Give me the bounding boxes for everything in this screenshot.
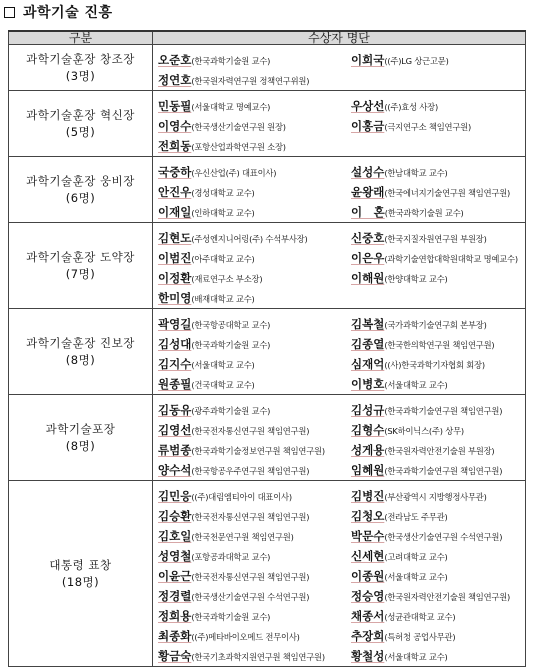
- recipient-name: 이종원: [351, 569, 385, 583]
- recipient-entry: [351, 52, 449, 68]
- recipient-affiliation: (한국전자통신연구원 책임연구원): [191, 426, 310, 436]
- recipient-line: [153, 624, 525, 644]
- recipient-affiliation: (광주과학기술원 교수): [191, 406, 271, 416]
- recipient-affiliation: (서울대학교 교수): [384, 572, 448, 582]
- recipient-name: 김민응: [158, 489, 192, 503]
- recipient-affiliation: ((주)메타바이오메드 전무이사): [191, 632, 300, 642]
- recipients-cell: [153, 91, 526, 157]
- table-body: [9, 45, 526, 667]
- recipient-line: [153, 114, 525, 134]
- award-group-row: [9, 223, 526, 309]
- recipient-line: [153, 246, 525, 266]
- recipient-name: 이범진: [158, 251, 192, 265]
- section-title: [4, 3, 113, 21]
- award-category-name: 대통령 표창: [49, 557, 112, 572]
- recipient-affiliation: (서울대학교 명예교수): [191, 102, 271, 112]
- recipient-name: 심재억: [351, 357, 385, 371]
- recipient-entry: [153, 608, 351, 624]
- award-category-cell: [9, 223, 153, 309]
- award-category-cell: [9, 395, 153, 481]
- recipient-name: 성게용: [351, 443, 385, 457]
- checkbox-square-icon: [4, 7, 15, 18]
- recipient-name: 이 혼: [351, 205, 385, 219]
- recipient-entry: [351, 568, 448, 584]
- recipient-entry: [351, 488, 487, 504]
- recipient-affiliation: (한국한의학연구원 책임연구원): [384, 340, 495, 350]
- award-category-name: 과학기술훈장 도약장: [26, 249, 135, 264]
- recipient-entry: [153, 442, 351, 458]
- recipient-entry: [153, 184, 351, 200]
- recipient-entry: [351, 316, 487, 332]
- recipient-name: 김영선: [158, 423, 192, 437]
- award-category-count: (8명): [65, 352, 96, 367]
- recipient-name: 김지수: [158, 357, 192, 371]
- award-category-count: (5명): [65, 124, 96, 139]
- recipient-name: 황철성: [351, 649, 385, 663]
- recipients-cell: [153, 395, 526, 481]
- recipient-name: 이영수: [158, 119, 192, 133]
- award-category-name: 과학기술훈장 혁신장: [26, 107, 135, 122]
- recipient-entry: [351, 376, 448, 392]
- recipient-name: 이은우: [351, 251, 385, 265]
- recipient-affiliation: (서울대학교 교수): [191, 360, 255, 370]
- recipient-affiliation: (한국원자력안전기술원 책임연구원): [384, 592, 511, 602]
- recipient-affiliation: (경성대학교 교수): [191, 188, 255, 198]
- recipient-name: 신중호: [351, 231, 385, 245]
- recipient-name: 김승환: [158, 509, 192, 523]
- recipient-entry: [351, 230, 487, 246]
- recipient-name: 안진우: [158, 185, 192, 199]
- award-category-cell: [9, 481, 153, 667]
- recipient-entry: [351, 422, 464, 438]
- table-header-row: [9, 31, 526, 45]
- recipient-affiliation: (우신산업(주) 대표이사): [191, 168, 277, 178]
- award-category-count: (3명): [65, 68, 96, 83]
- recipient-name: 신세현: [351, 549, 385, 563]
- recipient-affiliation: (한국과학기술원 교수): [384, 208, 464, 218]
- recipient-affiliation: (주성엔지니어링(주) 수석부사장): [191, 234, 308, 244]
- recipient-line: [153, 352, 525, 372]
- recipient-name: 윤왕래: [351, 185, 385, 199]
- recipient-affiliation: (한국과학기술정보연구원 책임연구원): [191, 446, 325, 456]
- recipient-affiliation: (인하대학교 교수): [191, 208, 255, 218]
- recipient-name: 이해원: [351, 271, 385, 285]
- recipient-affiliation: (한국생산기술연구원 원장): [191, 122, 286, 132]
- recipient-name: 류범종: [158, 443, 192, 457]
- recipient-name: 박문수: [351, 529, 385, 543]
- award-category-cell: [9, 45, 153, 91]
- recipient-affiliation: (서울대학교 교수): [384, 380, 448, 390]
- recipient-name: 민동필: [158, 99, 192, 113]
- award-category-cell: [9, 309, 153, 395]
- recipient-affiliation: ((주)효성 사장): [384, 102, 438, 112]
- recipient-entry: [351, 402, 502, 418]
- recipient-entry: [351, 164, 448, 180]
- recipient-entry: [351, 184, 510, 200]
- recipient-name: 김호일: [158, 529, 192, 543]
- recipient-name: 한미영: [158, 291, 192, 305]
- recipient-entry: [153, 98, 351, 114]
- recipient-entry: [153, 588, 351, 604]
- recipient-affiliation: (고려대학교 교수): [384, 552, 448, 562]
- recipient-name: 이희국: [351, 53, 385, 67]
- award-category-cell: [9, 91, 153, 157]
- recipient-line: [153, 48, 525, 68]
- recipient-name: 이윤근: [158, 569, 192, 583]
- recipient-affiliation: (특허청 공업사무관): [384, 632, 456, 642]
- recipient-name: 최종화: [158, 629, 192, 643]
- recipient-line: [153, 68, 525, 88]
- recipient-affiliation: (포항산업과학연구원 소장): [191, 142, 286, 152]
- recipient-affiliation: (부산광역시 지방행정사무관): [384, 492, 487, 502]
- recipient-affiliation: ((주)LG 상근고문): [384, 56, 449, 66]
- recipient-name: 김성대: [158, 337, 192, 351]
- recipient-name: 설성수: [351, 165, 385, 179]
- recipient-line: [153, 372, 525, 392]
- recipient-name: 원종필: [158, 377, 192, 391]
- recipient-affiliation: (한국과학기술연구원 책임연구원): [384, 406, 503, 416]
- recipient-affiliation: (한남대학교 교수): [384, 168, 448, 178]
- award-category-name: 과학기술훈장 웅비장: [26, 173, 135, 188]
- recipient-name: 이병호: [351, 377, 385, 391]
- recipients-cell: [153, 157, 526, 223]
- recipient-line: [153, 94, 525, 114]
- recipient-entry: [153, 628, 351, 644]
- recipient-line: [153, 458, 525, 478]
- recipient-line: [153, 484, 525, 504]
- recipient-entry: [153, 52, 351, 68]
- recipients-cell: [153, 45, 526, 91]
- recipient-name: 김동유: [158, 403, 192, 417]
- recipient-line: [153, 266, 525, 286]
- recipient-name: 정경렬: [158, 589, 192, 603]
- award-category-name: 과학기술훈장 창조장: [26, 51, 135, 66]
- recipient-line: [153, 332, 525, 352]
- recipient-name: 김복철: [351, 317, 385, 331]
- recipient-entry: [351, 528, 502, 544]
- recipient-name: 성영철: [158, 549, 192, 563]
- recipient-entry: [351, 204, 464, 220]
- recipient-line: [153, 524, 525, 544]
- recipient-entry: [153, 290, 255, 306]
- recipient-entry: [153, 164, 351, 180]
- award-category-count: (7명): [65, 266, 96, 281]
- award-category-cell: [9, 157, 153, 223]
- recipient-affiliation: (한국지질자원연구원 부원장): [384, 234, 487, 244]
- recipient-entry: [351, 336, 494, 352]
- recipient-entry: [153, 548, 351, 564]
- recipient-entry: [153, 336, 351, 352]
- recipient-name: 김형수: [351, 423, 385, 437]
- recipient-affiliation: (한국전자통신연구원 책임연구원): [191, 512, 310, 522]
- recipient-name: 국중하: [158, 165, 192, 179]
- recipient-name: 정희용: [158, 609, 192, 623]
- recipient-entry: [351, 508, 448, 524]
- recipient-line: [153, 200, 525, 220]
- recipient-affiliation: (한국에너지기술연구원 책임연구원): [384, 188, 511, 198]
- recipient-affiliation: (한국과학기술연구원 책임연구원): [384, 466, 503, 476]
- recipient-entry: [153, 72, 309, 88]
- recipient-entry: [351, 548, 448, 564]
- recipient-affiliation: (한국과학기술원 교수): [191, 56, 271, 66]
- recipient-name: 김병진: [351, 489, 385, 503]
- recipient-line: [153, 564, 525, 584]
- award-group-row: [9, 395, 526, 481]
- recipient-name: 이정환: [158, 271, 192, 285]
- recipient-entry: [153, 462, 351, 478]
- recipient-affiliation: (한국원자력안전기술원 부원장): [384, 446, 495, 456]
- recipient-name: 채종서: [351, 609, 385, 623]
- recipient-entry: [351, 462, 502, 478]
- recipient-entry: [351, 270, 448, 286]
- section-heading: 과학기술 진흥: [23, 5, 113, 21]
- recipient-affiliation: (한국생산기술연구원 수석연구원): [384, 532, 503, 542]
- recipient-line: [153, 438, 525, 458]
- recipient-affiliation: (SK하이닉스(주) 상무): [384, 426, 464, 436]
- recipient-name: 이홍금: [351, 119, 385, 133]
- recipient-affiliation: (성균관대학교 교수): [384, 612, 456, 622]
- recipient-name: 곽영길: [158, 317, 192, 331]
- recipient-affiliation: (극지연구소 책임연구원): [384, 122, 471, 132]
- award-table: [8, 30, 526, 667]
- award-category-name: 과학기술훈장 진보장: [26, 335, 135, 350]
- recipient-entry: [153, 230, 351, 246]
- recipient-name: 오준호: [158, 53, 192, 67]
- recipient-entry: [153, 316, 351, 332]
- recipient-affiliation: (전라남도 주무관): [384, 512, 448, 522]
- recipient-entry: [153, 488, 351, 504]
- recipient-entry: [153, 376, 351, 392]
- recipient-entry: [153, 422, 351, 438]
- recipients-cell: [153, 223, 526, 309]
- award-category-count: (8명): [65, 438, 96, 453]
- award-category-count: (18명): [61, 574, 100, 589]
- recipient-affiliation: (서울대학교 교수): [384, 652, 448, 662]
- recipient-entry: [153, 118, 351, 134]
- recipient-affiliation: ((사)한국과학기자협회 회장): [384, 360, 485, 370]
- recipient-name: 이재일: [158, 205, 192, 219]
- recipient-entry: [153, 270, 351, 286]
- recipient-line: [153, 644, 525, 664]
- recipient-entry: [351, 608, 455, 624]
- recipient-name: 우상선: [351, 99, 385, 113]
- recipient-line: [153, 584, 525, 604]
- recipient-affiliation: ((주)대림엠티아이 대표이사): [191, 492, 292, 502]
- recipient-affiliation: (국가과학기술연구회 본부장): [384, 320, 487, 330]
- recipients-cell: [153, 309, 526, 395]
- recipient-affiliation: (포항공과대학교 교수): [191, 552, 271, 562]
- recipient-line: [153, 134, 525, 154]
- award-group-row: [9, 91, 526, 157]
- recipient-name: 김청오: [351, 509, 385, 523]
- recipient-entry: [153, 356, 351, 372]
- recipient-name: 김현도: [158, 231, 192, 245]
- recipient-entry: [153, 138, 286, 154]
- recipient-line: [153, 180, 525, 200]
- recipient-name: 전희동: [158, 139, 192, 153]
- recipient-entry: [351, 250, 518, 266]
- recipient-name: 정승영: [351, 589, 385, 603]
- award-category-name: 과학기술포장: [45, 421, 116, 436]
- recipient-name: 김종열: [351, 337, 385, 351]
- recipient-name: 김성규: [351, 403, 385, 417]
- recipient-entry: [351, 628, 455, 644]
- award-group-row: [9, 481, 526, 667]
- recipient-entry: [153, 568, 351, 584]
- recipient-affiliation: (한국기초과학지원연구원 책임연구원): [191, 652, 325, 662]
- recipient-entry: [351, 118, 471, 134]
- recipient-affiliation: (한국항공우주연구원 책임연구원): [191, 466, 310, 476]
- recipient-entry: [153, 402, 351, 418]
- recipient-affiliation: (한국과학기술원 교수): [191, 340, 271, 350]
- recipient-entry: [351, 98, 438, 114]
- header-category: 구분: [9, 31, 153, 45]
- recipient-affiliation: (한국항공대학교 교수): [191, 320, 271, 330]
- recipient-name: 추장희: [351, 629, 385, 643]
- recipient-entry: [351, 356, 485, 372]
- recipient-entry: [351, 442, 494, 458]
- recipient-line: [153, 504, 525, 524]
- recipient-line: [153, 398, 525, 418]
- recipient-line: [153, 544, 525, 564]
- recipient-entry: [153, 508, 351, 524]
- award-group-row: [9, 45, 526, 91]
- recipient-line: [153, 160, 525, 180]
- recipient-affiliation: (건국대학교 교수): [191, 380, 255, 390]
- recipient-affiliation: (재료연구소 부소장): [191, 274, 263, 284]
- recipient-line: [153, 312, 525, 332]
- header-names: 수상자 명단: [153, 31, 526, 45]
- recipient-line: [153, 418, 525, 438]
- recipient-entry: [153, 250, 351, 266]
- award-group-row: [9, 157, 526, 223]
- recipient-name: 황금숙: [158, 649, 192, 663]
- recipient-affiliation: (한국천문연구원 책임연구원): [191, 532, 294, 542]
- recipient-affiliation: (배재대학교 교수): [191, 294, 255, 304]
- recipient-entry: [351, 588, 510, 604]
- recipient-affiliation: (한국생산기술연구원 수석연구원): [191, 592, 310, 602]
- recipient-line: [153, 286, 525, 306]
- recipient-affiliation: (한양대학교 교수): [384, 274, 448, 284]
- award-category-count: (6명): [65, 190, 96, 205]
- recipient-line: [153, 226, 525, 246]
- recipient-affiliation: (아주대학교 교수): [191, 254, 255, 264]
- recipient-name: 정연호: [158, 73, 192, 87]
- award-group-row: [9, 309, 526, 395]
- recipient-affiliation: (과학기술연합대학원대학교 명예교수): [384, 254, 518, 264]
- recipient-name: 양수석: [158, 463, 192, 477]
- recipient-affiliation: (한국과학기술원 교수): [191, 612, 271, 622]
- recipient-affiliation: (한국원자력연구원 정책연구위원): [191, 76, 310, 86]
- recipient-affiliation: (한국전자통신연구원 책임연구원): [191, 572, 310, 582]
- recipient-line: [153, 604, 525, 624]
- recipients-cell: [153, 481, 526, 667]
- recipient-entry: [153, 204, 351, 220]
- recipient-name: 임혜원: [351, 463, 385, 477]
- recipient-entry: [153, 528, 351, 544]
